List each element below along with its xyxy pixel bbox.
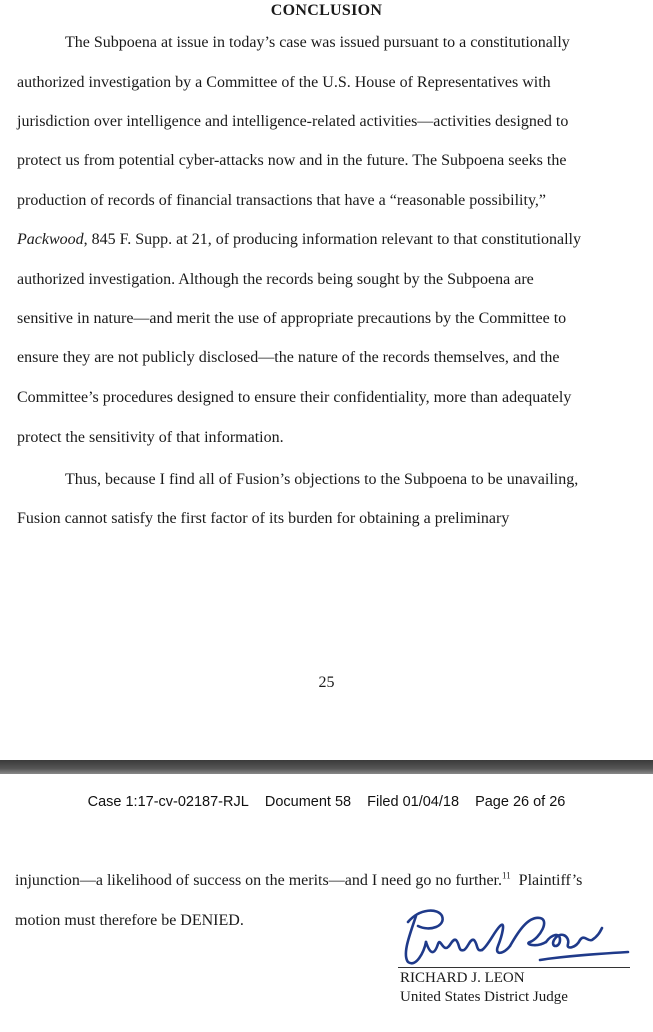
page-count: Page 26 of 26	[475, 794, 566, 810]
case-citation: Packwood	[17, 231, 84, 248]
paragraph-line: production of records of financial transactions that have a “reasonable possibility,”	[17, 192, 546, 209]
paragraph-line: Thus, because I find all of Fusion’s objections to the Subpoena to be unavailing,	[65, 471, 579, 488]
judge-name: RICHARD J. LEON	[400, 970, 525, 986]
judge-title: United States District Judge	[400, 989, 568, 1005]
case-number: Case 1:17-cv-02187-RJL	[87, 794, 249, 810]
document-number: Document 58	[264, 794, 352, 810]
body-text: injunction—a likelihood of success on the merits—and I need go no further.	[15, 872, 502, 889]
paragraph-line: motion must therefore be DENIED.	[15, 912, 244, 929]
paragraph-line: Committee’s procedures designed to ensure their confidentiality, more than adequately	[17, 389, 572, 406]
paragraph-line: sensitive in nature—and merit the use of appropriate precautions by the Committee to	[17, 310, 567, 327]
citation-text: , 845 F. Supp. at 21, of producing information relevant to that constitutionally	[83, 231, 581, 248]
paragraph-line	[17, 230, 581, 250]
section-heading: CONCLUSION	[270, 2, 383, 19]
paragraph-line: jurisdiction over intelligence and intelligence-related activities—activities designed to	[17, 113, 569, 130]
paragraph-line: ensure they are not publicly disclosed—the nature of the records themselves, and the	[17, 349, 560, 366]
page-divider	[0, 760, 653, 774]
paragraph-line: authorized investigation by a Committee of the U.S. House of Representatives with	[17, 74, 551, 91]
body-text: Plaintiff’s	[518, 872, 583, 889]
footnote-reference: 11	[502, 870, 511, 881]
page-number: 25	[318, 674, 335, 691]
filed-date: Filed 01/04/18	[367, 794, 460, 810]
paragraph-line	[15, 872, 582, 890]
paragraph-line: Fusion cannot satisfy the first factor of its burden for obtaining a preliminary	[17, 510, 510, 527]
paragraph-line: protect us from potential cyber-attacks now and in the future. The Subpoena seeks the	[17, 152, 567, 169]
page-26	[0, 774, 653, 1032]
signature-line	[398, 967, 630, 968]
paragraph-line: authorized investigation. Although the records being sought by the Subpoena are	[17, 271, 534, 288]
paragraph-line: protect the sensitivity of that information.	[17, 429, 284, 446]
paragraph-line: The Subpoena at issue in today’s case was issued pursuant to a constitutionally	[65, 34, 570, 51]
filing-header	[0, 794, 653, 810]
